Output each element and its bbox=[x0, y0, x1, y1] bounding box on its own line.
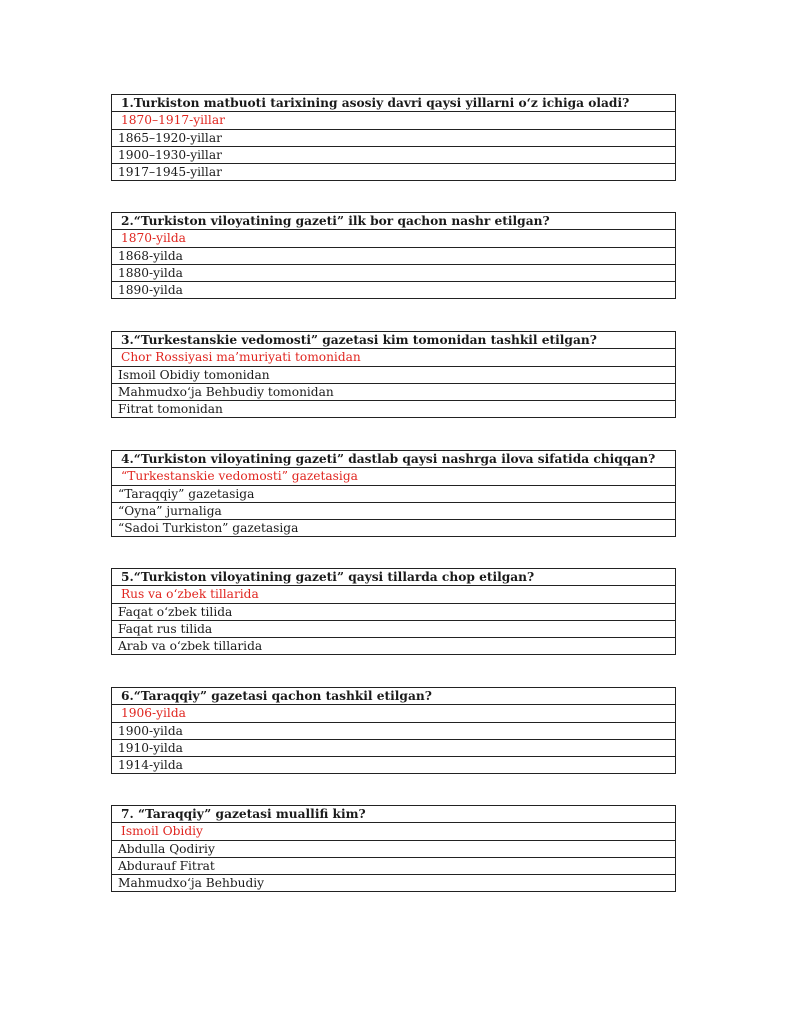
question-text: 3.“Turkestanskie vedomosti” gazetasi kim tomonidan tashkil etilgan? bbox=[112, 332, 676, 349]
correct-answer: “Turkestanskie vedomosti” gazetasiga bbox=[112, 468, 676, 485]
question-text: 1.Turkiston matbuoti tarixining asosiy davri qaysi yillarni o‘z ichiga oladi? bbox=[112, 95, 676, 112]
answer-option: Mahmudxo‘ja Behbudiy tomonidan bbox=[112, 383, 676, 400]
answer-option: 1865–1920-yillar bbox=[112, 129, 676, 146]
answer-option: Fitrat tomonidan bbox=[112, 401, 676, 418]
question-text: 6.“Taraqqiy” gazetasi qachon tashkil etilgan? bbox=[112, 688, 676, 705]
correct-answer: 1906-yilda bbox=[112, 705, 676, 722]
question-text: 4.“Turkiston viloyatining gazeti” dastlab qaysi nashrga ilova sifatida chiqqan? bbox=[112, 451, 676, 468]
answer-option: 1900–1930-yillar bbox=[112, 146, 676, 163]
answer-option: “Taraqqiy” gazetasiga bbox=[112, 485, 676, 502]
answer-option: 1880-yilda bbox=[112, 264, 676, 281]
answer-option: 1914-yilda bbox=[112, 757, 676, 774]
question-table-1 bbox=[111, 94, 676, 181]
question-table-4 bbox=[111, 450, 676, 537]
answer-option: Abdulla Qodiriy bbox=[112, 840, 676, 857]
answer-option: 1868-yilda bbox=[112, 247, 676, 264]
question-table-6 bbox=[111, 687, 676, 774]
correct-answer: 1870-yilda bbox=[112, 230, 676, 247]
answer-option: “Oyna” jurnaliga bbox=[112, 502, 676, 519]
question-table-7 bbox=[111, 805, 676, 892]
answer-option: Faqat rus tilida bbox=[112, 620, 676, 637]
answer-option: Faqat o‘zbek tilida bbox=[112, 603, 676, 620]
correct-answer: Ismoil Obidiy bbox=[112, 823, 676, 840]
answer-option: Ismoil Obidiy tomonidan bbox=[112, 366, 676, 383]
answer-option: 1917–1945-yillar bbox=[112, 164, 676, 181]
answer-option: 1890-yilda bbox=[112, 282, 676, 299]
answer-option: Abdurauf Fitrat bbox=[112, 857, 676, 874]
correct-answer: Rus va o‘zbek tillarida bbox=[112, 586, 676, 603]
answer-option: Arab va o‘zbek tillarida bbox=[112, 638, 676, 655]
correct-answer: Chor Rossiyasi ma’muriyati tomonidan bbox=[112, 349, 676, 366]
correct-answer: 1870–1917-yillar bbox=[112, 112, 676, 129]
question-table-3 bbox=[111, 331, 676, 418]
answer-option: 1910-yilda bbox=[112, 739, 676, 756]
answer-option: “Sadoi Turkiston” gazetasiga bbox=[112, 520, 676, 537]
question-table-2 bbox=[111, 212, 676, 299]
answer-option: 1900-yilda bbox=[112, 722, 676, 739]
question-text: 5.“Turkiston viloyatining gazeti” qaysi tillarda chop etilgan? bbox=[112, 569, 676, 586]
question-table-5 bbox=[111, 568, 676, 655]
question-text: 7. “Taraqqiy” gazetasi muallifi kim? bbox=[112, 806, 676, 823]
answer-option: Mahmudxo‘ja Behbudiy bbox=[112, 875, 676, 892]
question-text: 2.“Turkiston viloyatining gazeti” ilk bor qachon nashr etilgan? bbox=[112, 213, 676, 230]
